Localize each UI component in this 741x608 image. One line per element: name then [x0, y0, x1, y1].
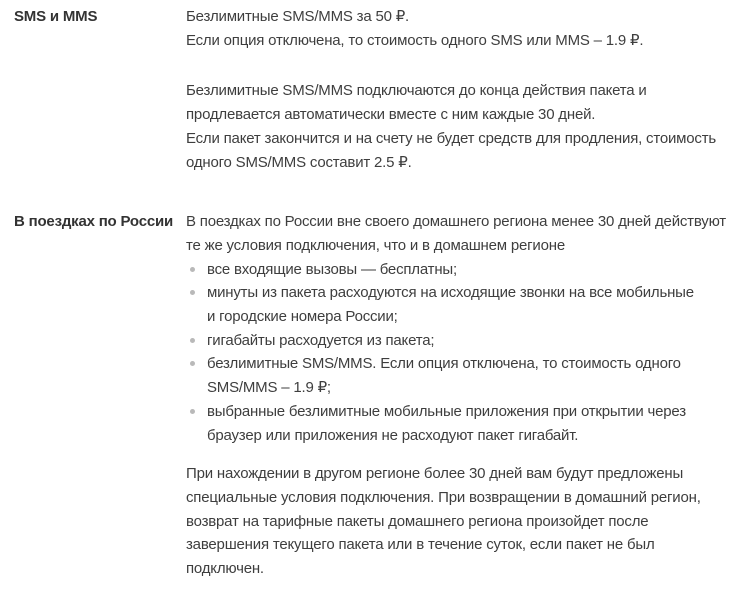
text-line: те же условия подключения, что и в домашнем регионе [186, 236, 565, 254]
sections-container [14, 5, 741, 608]
text-line: и городские номера России; [207, 308, 398, 326]
text-line: Если опция отключена, то стоимость одного SMS или MMS – 1.9 ₽. [186, 31, 644, 49]
text-line: специальные условия подключения. При возвращении в домашний регион, [186, 488, 701, 506]
section-content [186, 5, 741, 201]
text-line: минуты из пакета расходуются на исходящие звонки на все мобильные [207, 284, 694, 302]
text-line: подключен. [186, 560, 264, 578]
text-line: В поездках по России вне своего домашнего региона менее 30 дней действуют [186, 213, 726, 231]
list-item [186, 281, 731, 328]
bullet-list [186, 258, 731, 448]
text-line: Безлимитные SMS/MMS за 50 ₽. [186, 8, 410, 25]
tariff-section [14, 5, 741, 201]
text-line: продлевается автоматически вместе с ним каждые 30 дней. [186, 106, 596, 124]
text-line: одного SMS/MMS составит 2.5 ₽. [186, 153, 412, 171]
section-content [186, 210, 741, 608]
text-line: гигабайты расходуется из пакета; [207, 331, 435, 349]
text-line: все входящие вызовы — бесплатны; [207, 260, 457, 278]
list-item [186, 352, 731, 399]
paragraph [186, 5, 731, 52]
text-line: При нахождении в другом регионе более 30 дней вам будут предложены [186, 465, 684, 483]
paragraph [186, 210, 731, 257]
text-line: Безлимитные SMS/MMS подключаются до конца действия пакета и [186, 82, 647, 100]
text-line: завершения текущего пакета или в течение суток, если пакет не был [186, 536, 655, 554]
list-item [186, 258, 731, 282]
paragraph [186, 462, 731, 581]
text-line: выбранные безлимитные мобильные приложения при открытии через [207, 402, 686, 420]
text-line: SMS/MMS – 1.9 ₽; [207, 379, 331, 397]
section-label: В поездках по России [14, 213, 174, 231]
text-line: возврат на тарифные пакеты домашнего региона произойдет после [186, 512, 649, 530]
text-line: браузер или приложения не расходуют пакет гигабайт. [207, 426, 579, 444]
paragraph [186, 79, 731, 174]
section-label: SMS и MMS [14, 8, 98, 25]
text-line: Если пакет закончится и на счету не будет средств для продления, стоимость [186, 129, 717, 147]
text-line: безлимитные SMS/MMS. Если опция отключена, то стоимость одного [207, 355, 681, 373]
list-item [186, 329, 731, 353]
list-item [186, 400, 731, 447]
tariff-section [14, 210, 741, 608]
